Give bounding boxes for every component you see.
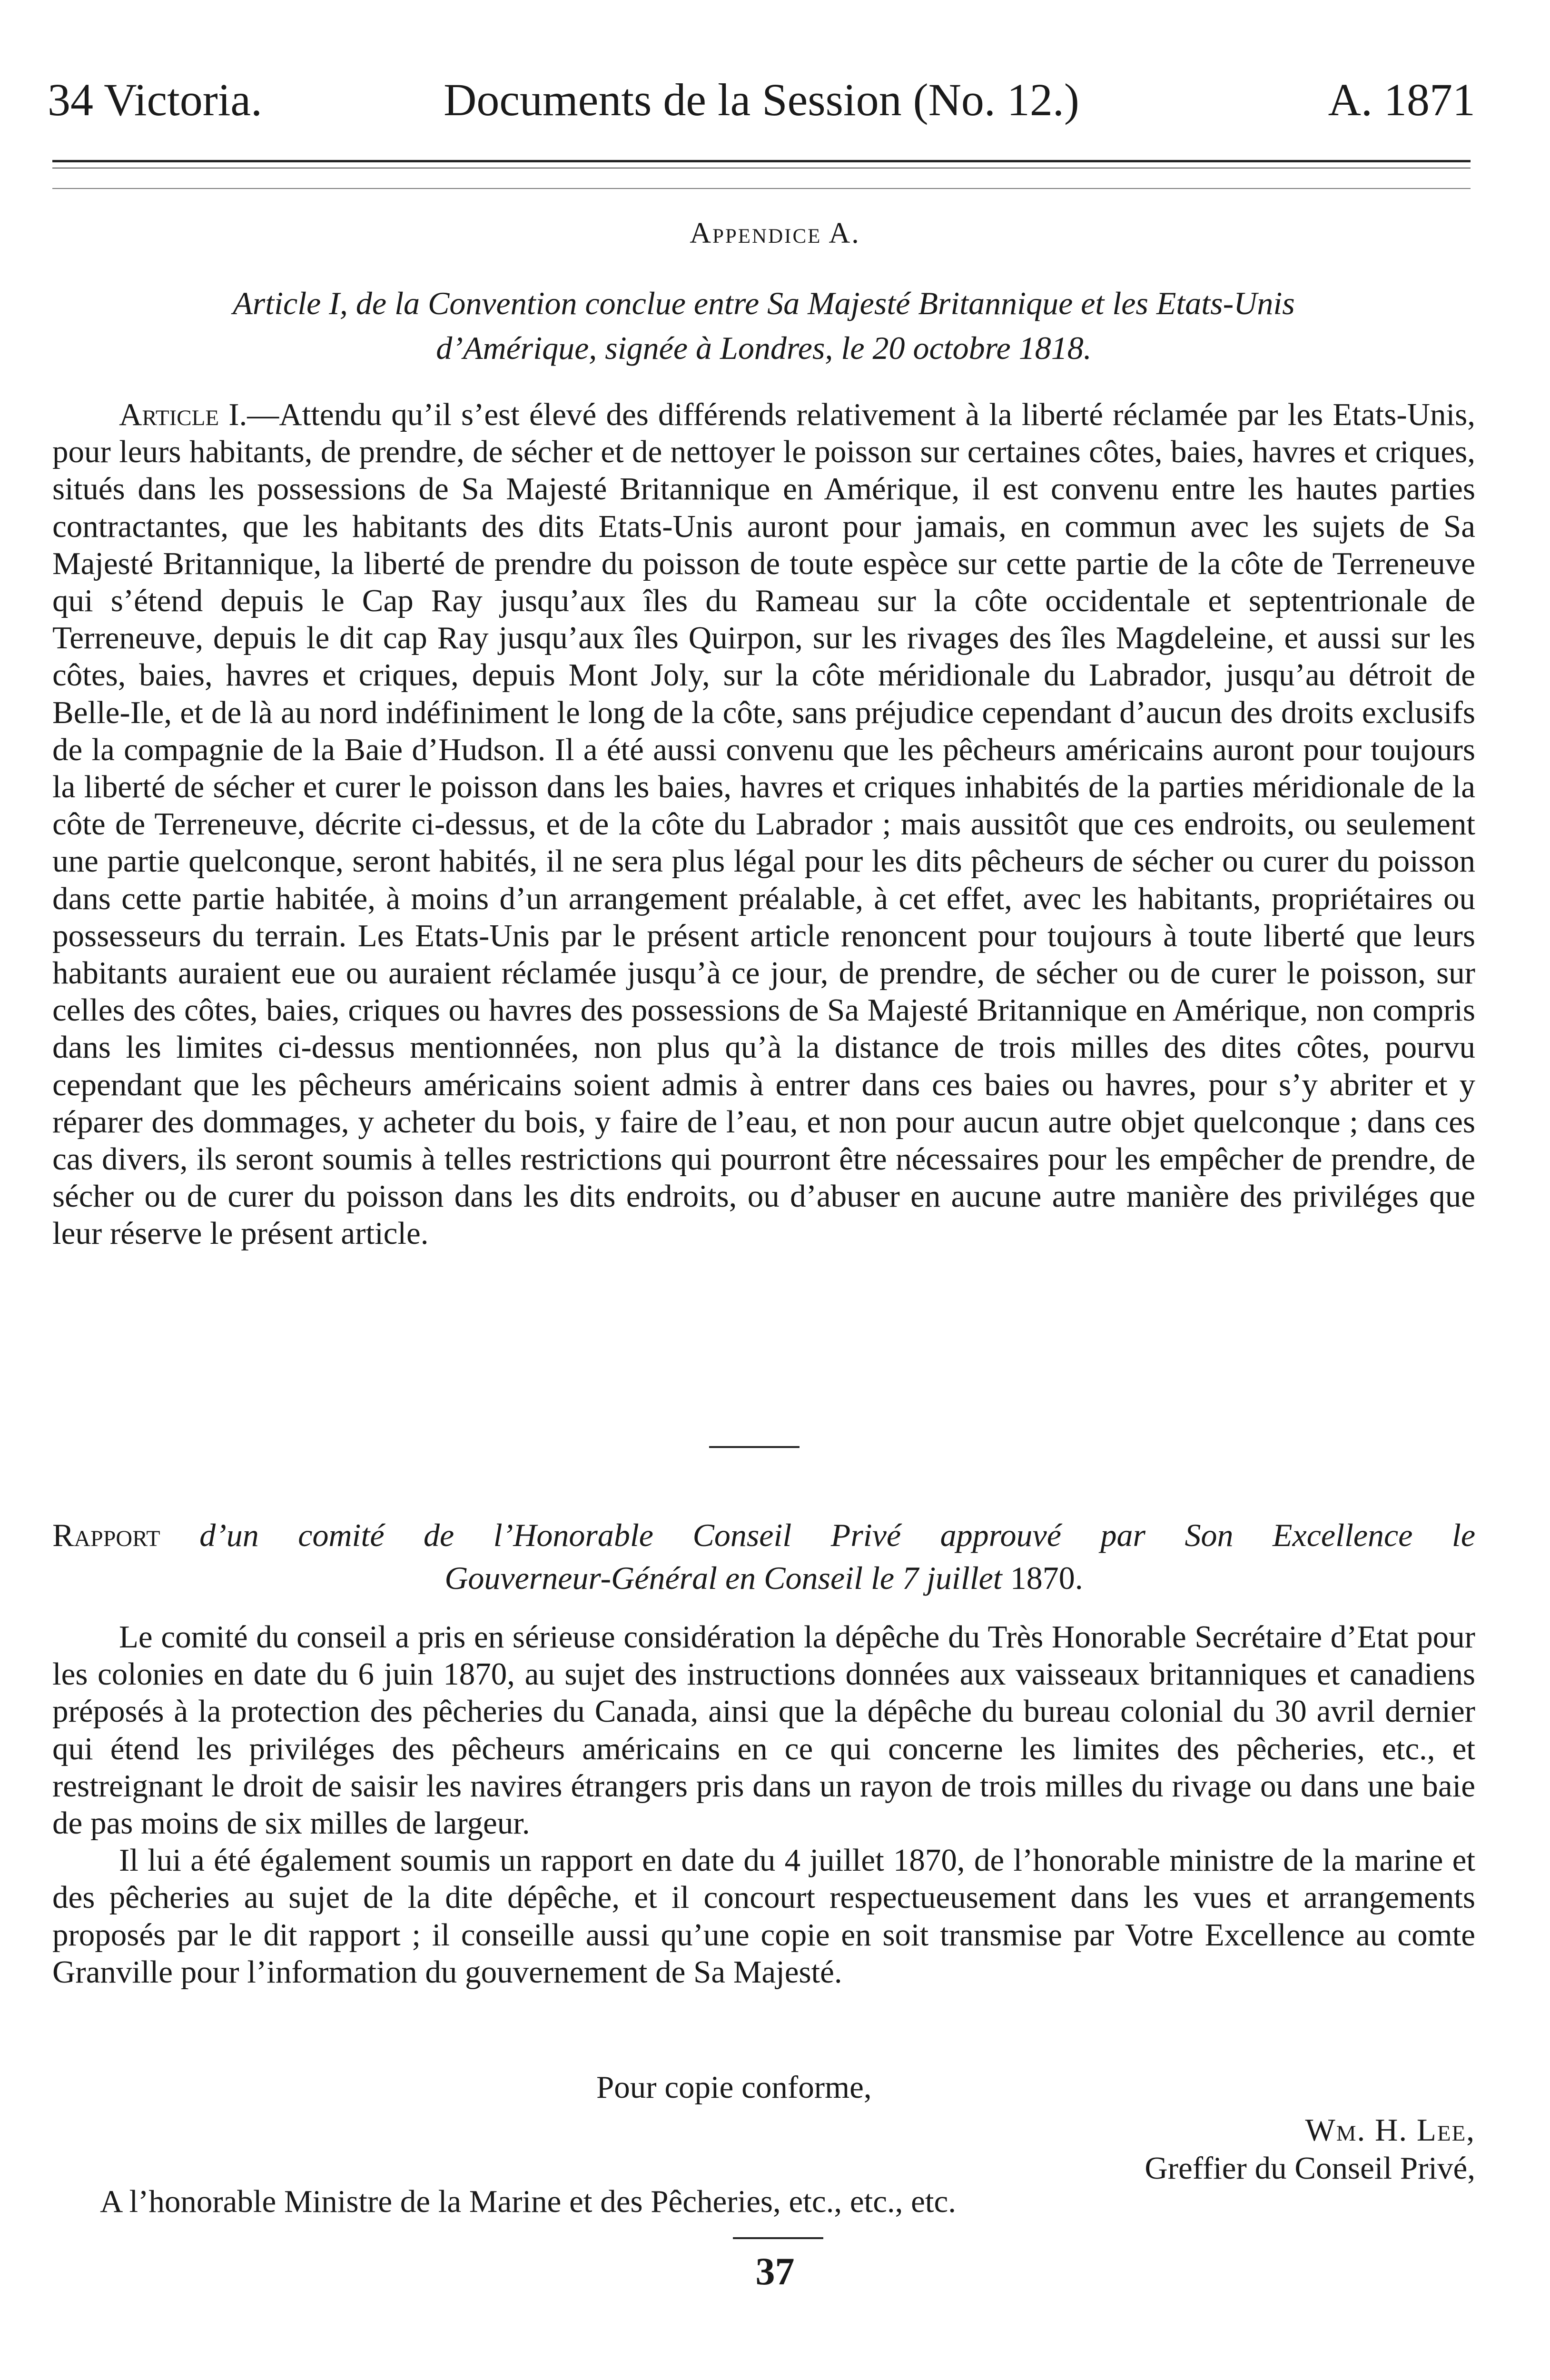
footer-separator <box>733 2237 823 2239</box>
addressee-line: A l’honorable Ministre de la Marine et des Pêcheries, etc., etc., etc. <box>100 2184 957 2219</box>
report-paragraph-2: Il lui a été également soumis un rapport en date du 4 juillet 1870, de l’honorable ministre de la marine et des pêcheries au sujet de la dite dépêche, et il concourt respectueusement dans les vues et arrangements proposés par le dit rapport ; il conseille aussi qu’une copie en soit transmise par Votre Excellence au comte Granville pour l’information du gouvernement de Sa Majesté. <box>52 1843 1475 1990</box>
article-title-line-2: d’Amérique, signée à Londres, le 20 octobre 1818. <box>436 330 1092 366</box>
rapport-heading <box>52 1514 1475 1599</box>
rapport-heading-text-2: Gouverneur-Général en Conseil le 7 juillet <box>444 1560 1002 1596</box>
article-body <box>52 396 1475 1252</box>
header-rule-thick <box>52 160 1471 162</box>
header-rule-thin <box>52 168 1471 169</box>
article-title-line-1: Article I, de la Convention conclue entre Sa Majesté Britannique et les Etats-Unis <box>233 285 1295 321</box>
page-number: 37 <box>755 2250 795 2293</box>
signer-name: Wm. H. Lee, <box>1305 2112 1475 2148</box>
header-session-year: 34 Victoria. <box>48 74 263 125</box>
signer-title: Greffier du Conseil Privé, <box>1145 2151 1475 2186</box>
rapport-heading-text: d’un comité de l’Honorable Conseil Privé approuvé par Son Excellence le <box>199 1517 1476 1553</box>
article-paragraph <box>52 396 1475 1252</box>
rapport-lead: Rapport <box>52 1517 160 1553</box>
header-year: A. 1871 <box>1328 74 1475 125</box>
article-lead: Article I. <box>119 397 247 432</box>
section-separator <box>709 1446 800 1448</box>
pour-copie-conforme: Pour copie conforme, <box>596 2070 872 2105</box>
rapport-heading-line-1 <box>52 1514 1475 1557</box>
report-body <box>52 1618 1475 1991</box>
header-rule-thin-lower <box>52 188 1471 189</box>
signature-block <box>1145 2111 1475 2187</box>
rapport-heading-line-2 <box>52 1557 1475 1599</box>
article-text: —Attendu qu’il s’est élevé des différends relativement à la liberté réclamée par les Etats-Unis, pour leurs habitants, de prendre, de sécher et de nettoyer le poisson sur certaines côtes, baies, havres et criques, situés dans les possessions de Sa Majesté Britannique en Amérique, il est convenu entre les hautes parties contractantes, que les habitants des dits Etats-Unis auront pour jamais, en commun avec les sujets de Sa Majesté Britannique, la liberté de prendre du poisson de toute espèce sur cette partie de la côte de Terreneuve qui s’étend depuis le Cap Ray jusqu’aux îles du Rameau sur la côte occidentale et septentrionale de Terreneuve, depuis le dit cap Ray jusqu’aux îles Quirpon, sur les rivages des îles Magdeleine, et aussi sur les côtes, baies, havres et criques, depuis Mont Joly, sur la côte méridionale du Labrador, jusqu’au détroit de Belle-Ile, et de là au nord indéfiniment le long de la côte, sans préjudice cependant d’aucun des droits exclusifs de la compagnie de la Baie d’Hudson. Il a été aussi convenu que les pêcheurs américains auront pour toujours la liberté de sécher et curer le poisson dans les baies, havres et criques inhabités de la parties méridionale de la côte de Terreneuve, décrite ci-dessus, et de la côte du Labrador ; mais aussitôt que ces endroits, ou seulement une partie quelconque, seront habités, il ne sera plus légal pour les dits pêcheurs de sécher ou curer du poisson dans cette partie habitée, à moins d’un arrangement préalable, à cet effet, avec les habitants, propriétaires ou possesseurs du terrain. Les Etats-Unis par le présent article renoncent pour toujours à toute liberté que leurs habitants auraient eue ou auraient réclamée jusqu’à ce jour, de prendre, de sécher ou de curer le poisson, sur celles des côtes, baies, criques ou havres des possessions de Sa Majesté Britannique en Amérique, non compris dans les limites ci-dessus mentionnées, non plus qu’à la distance de trois milles des dites côtes, pourvu cependant que les pêcheurs américains soient admis à entrer dans ces baies ou havres, pour s’y abriter et y réparer des dommages, y acheter du bois, y faire de l’eau, et non pour aucun autre objet quelconque ; dans ces cas divers, ils seront soumis à telles restrictions qui pourront être nécessaires pour les empêcher de prendre, de sécher ou de curer du poisson dans les dits endroits, ou d’abuser en aucune autre manière des priviléges que leur réserve le présent article. <box>52 397 1475 1251</box>
appendix-heading: Appendice A. <box>690 217 860 249</box>
running-header <box>48 71 1475 129</box>
header-documents-title: Documents de la Session (No. 12.) <box>444 74 1079 125</box>
rapport-year: 1870. <box>1010 1560 1083 1596</box>
report-paragraph-1: Le comité du conseil a pris en sérieuse considération la dépêche du Très Honorable Secrétaire d’Etat pour les colonies en date du 6 juin 1870, au sujet des instructions données aux vaisseaux britanniques et canadiens préposés à la protection des pêcheries du Canada, ainsi que la dépêche du bureau colonial du 30 avril dernier qui étend les priviléges des pêcheurs américains en ce qui concerne les limites des pêcheries, etc., et restreignant le droit de saisir les navires étrangers pris dans un rayon de trois milles du rivage ou dans une baie de pas moins de six milles de largeur. <box>52 1619 1475 1841</box>
article-title <box>52 281 1475 370</box>
